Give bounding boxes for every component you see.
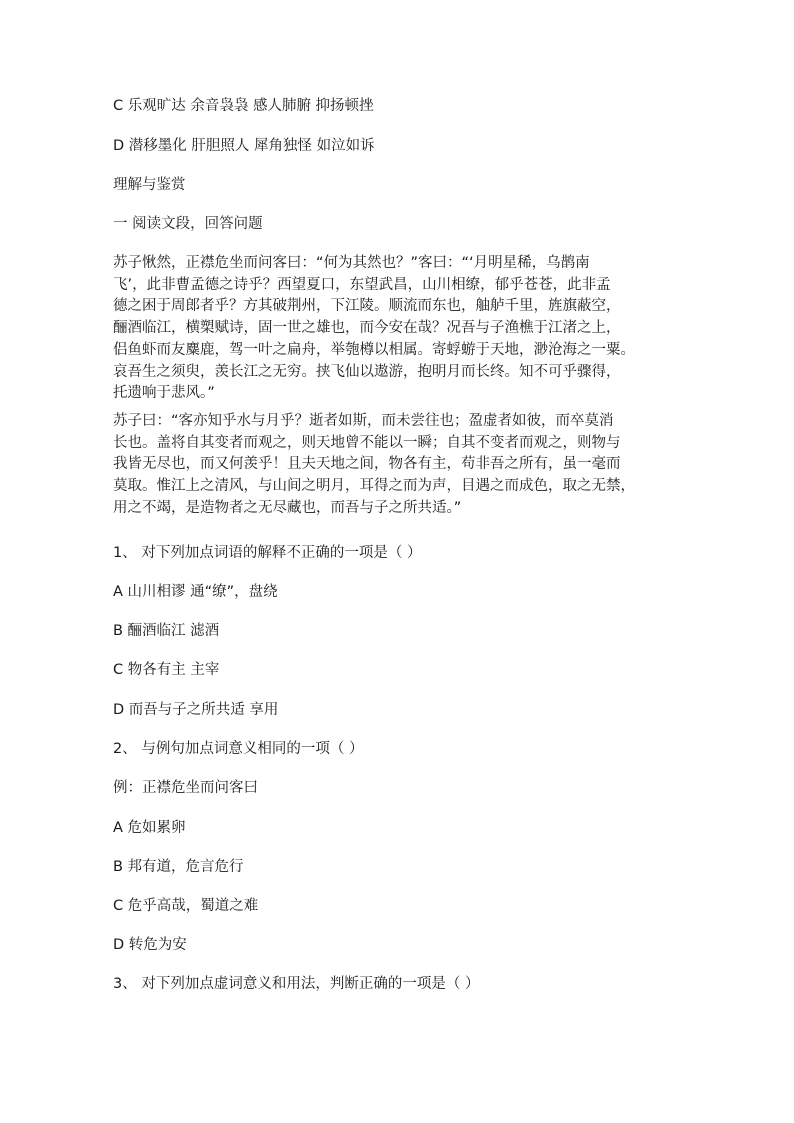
passage1-line: 侣鱼虾而友麋鹿，驾一叶之扁舟，举匏樽以相属。寄蜉蝣于天地，渺沧海之一粟。 bbox=[113, 341, 635, 358]
question-1-stem: 1、 对下列加点词语的解释不正确的一项是（ ） bbox=[113, 545, 422, 561]
question-2-option-a: A 危如累卵 bbox=[113, 820, 186, 836]
passage1-line: 飞’，此非曹孟德之诗乎？西望夏口，东望武昌，山川相缭，郁乎苍苍，此非孟 bbox=[113, 276, 611, 293]
question-3-stem: 3、 对下列加点虚词意义和用法，判断正确的一项是（ ） bbox=[113, 976, 480, 992]
question-1-option-c: C 物各有主 主宰 bbox=[113, 662, 220, 678]
option-c-top: C 乐观旷达 余音袅袅 感人肺腑 抑扬顿挫 bbox=[113, 98, 374, 114]
question-2-option-c: C 危乎高哉，蜀道之难 bbox=[113, 898, 259, 914]
option-d-top: D 潜移墨化 肝胆照人 犀角独怪 如泣如诉 bbox=[113, 138, 375, 154]
question-1-option-a: A 山川相谬 通“缭”，盘绕 bbox=[113, 584, 278, 600]
passage2-line: 苏子曰：“客亦知乎水与月乎？逝者如斯，而未尝往也；盈虚者如彼，而卒莫消 bbox=[113, 413, 614, 429]
passage-paragraph-1 bbox=[113, 253, 683, 405]
passage1-line: 德之困于周郎者乎？方其破荆州，下江陵。顺流而东也，舳舻千里，旌旗蔽空， bbox=[113, 298, 621, 315]
question-1-option-b: B 酾酒临江 滤酒 bbox=[113, 623, 220, 639]
question-2-option-d: D 转危为安 bbox=[113, 937, 187, 953]
question-2-stem: 2、 与例句加点词意义相同的一项（ ） bbox=[113, 741, 364, 757]
passage1-line: 托遗响于悲风。” bbox=[113, 385, 215, 402]
passage1-line: 酾酒临江，横槊赋诗，固一世之雄也，而今安在哉？况吾与子渔樵于江渚之上， bbox=[113, 320, 621, 337]
passage1-line: 哀吾生之须臾，羡长江之无穷。挟飞仙以遨游，抱明月而长终。知不可乎骤得， bbox=[113, 363, 621, 380]
passage2-line: 用之不竭，是造物者之无尽藏也，而吾与子之所共适。” bbox=[113, 499, 462, 516]
passage2-line: 我皆无尽也，而又何羡乎！且夫天地之间，物各有主，苟非吾之所有，虽一毫而 bbox=[113, 456, 621, 473]
question-2-example: 例：正襟危坐而问客曰 bbox=[113, 780, 258, 796]
question-1-option-d: D 而吾与子之所共适 享用 bbox=[113, 702, 279, 718]
passage-paragraph-2 bbox=[113, 411, 683, 520]
passage2-line: 莫取。惟江上之清风，与山间之明月，耳得之而为声，目遇之而成色，取之无禁， bbox=[113, 478, 635, 495]
passage1-line: 苏子愀然，正襟危坐而问客曰：“何为其然也？”客曰：“‘月明星稀，乌鹊南 bbox=[113, 255, 590, 271]
section-title: 理解与鉴赏 bbox=[113, 177, 186, 193]
passage2-line: 长也。盖将自其变者而观之，则天地曾不能以一瞬；自其不变者而观之，则物与 bbox=[113, 434, 621, 451]
subsection-title: 一 阅读文段，回答问题 bbox=[113, 216, 263, 232]
question-2-option-b: B 邦有道，危言危行 bbox=[113, 859, 244, 875]
